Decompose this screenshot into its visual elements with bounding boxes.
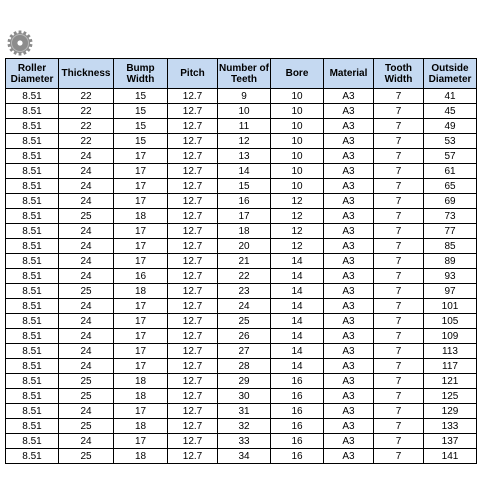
table-cell: 7: [374, 344, 424, 359]
table-row: [6, 344, 477, 359]
gear-icon: [6, 29, 34, 57]
table-cell: 7: [374, 269, 424, 284]
table-cell: 12.7: [168, 239, 218, 254]
table-cell: 25: [59, 209, 114, 224]
table-cell: 73: [424, 209, 477, 224]
table-cell: 15: [114, 89, 168, 104]
table-cell: 69: [424, 194, 477, 209]
column-header: Material: [324, 59, 374, 89]
table-cell: 8.51: [6, 89, 59, 104]
table-cell: 24: [59, 194, 114, 209]
table-cell: 25: [59, 374, 114, 389]
table-cell: 14: [271, 269, 324, 284]
table-cell: 24: [59, 359, 114, 374]
table-cell: A3: [324, 254, 374, 269]
table-cell: A3: [324, 314, 374, 329]
column-header: Bump Width: [114, 59, 168, 89]
table-cell: A3: [324, 389, 374, 404]
table-cell: 16: [271, 374, 324, 389]
table-cell: 9: [218, 89, 271, 104]
table-cell: 12.7: [168, 194, 218, 209]
table-cell: 24: [59, 434, 114, 449]
table-cell: 8.51: [6, 359, 59, 374]
table-cell: 14: [271, 329, 324, 344]
table-cell: A3: [324, 89, 374, 104]
table-header-row: [6, 59, 477, 89]
table-cell: 45: [424, 104, 477, 119]
table-cell: 11: [218, 119, 271, 134]
table-cell: 8.51: [6, 104, 59, 119]
table-cell: 8.51: [6, 419, 59, 434]
table-cell: 53: [424, 134, 477, 149]
table-cell: 21: [218, 254, 271, 269]
table-cell: 24: [59, 314, 114, 329]
table-cell: 7: [374, 179, 424, 194]
table-cell: 12.7: [168, 119, 218, 134]
table-cell: 22: [59, 134, 114, 149]
table-cell: 125: [424, 389, 477, 404]
table-cell: 10: [271, 179, 324, 194]
table-cell: 12.7: [168, 449, 218, 464]
column-header: Outside Diameter: [424, 59, 477, 89]
table-cell: 12.7: [168, 149, 218, 164]
table-row: [6, 269, 477, 284]
table-row: [6, 254, 477, 269]
table-cell: 12.7: [168, 359, 218, 374]
table-cell: 12: [271, 194, 324, 209]
table-cell: 8.51: [6, 119, 59, 134]
table-cell: 34: [218, 449, 271, 464]
table-cell: 12.7: [168, 314, 218, 329]
table-cell: 24: [59, 269, 114, 284]
table-cell: 85: [424, 239, 477, 254]
table-cell: 17: [114, 299, 168, 314]
table-cell: 25: [59, 449, 114, 464]
table-cell: 25: [59, 419, 114, 434]
table-cell: 8.51: [6, 179, 59, 194]
table-cell: 12.7: [168, 134, 218, 149]
table-cell: 7: [374, 404, 424, 419]
table-cell: 24: [218, 299, 271, 314]
table-cell: A3: [324, 149, 374, 164]
table-cell: 18: [114, 419, 168, 434]
table-cell: 17: [114, 329, 168, 344]
table-cell: 24: [59, 329, 114, 344]
table-cell: 10: [271, 104, 324, 119]
table-cell: 16: [114, 269, 168, 284]
table-cell: 25: [218, 314, 271, 329]
table-cell: 77: [424, 224, 477, 239]
table-cell: 15: [114, 119, 168, 134]
table-cell: 12.7: [168, 299, 218, 314]
table-cell: 17: [114, 359, 168, 374]
table-cell: 7: [374, 329, 424, 344]
table-row: [6, 284, 477, 299]
table-cell: 93: [424, 269, 477, 284]
table-cell: 17: [114, 314, 168, 329]
table-row: [6, 329, 477, 344]
table-row: [6, 299, 477, 314]
table-cell: 17: [114, 254, 168, 269]
table-cell: 8.51: [6, 299, 59, 314]
table-cell: A3: [324, 344, 374, 359]
table-cell: 7: [374, 194, 424, 209]
table-cell: 14: [271, 254, 324, 269]
table-cell: 7: [374, 104, 424, 119]
table-cell: 17: [114, 239, 168, 254]
table-cell: A3: [324, 419, 374, 434]
table-cell: 7: [374, 449, 424, 464]
table-cell: 16: [271, 389, 324, 404]
table-cell: 10: [271, 149, 324, 164]
table-cell: 7: [374, 149, 424, 164]
table-cell: 12.7: [168, 179, 218, 194]
table-cell: 8.51: [6, 389, 59, 404]
table-cell: 7: [374, 284, 424, 299]
table-cell: 57: [424, 149, 477, 164]
table-cell: A3: [324, 434, 374, 449]
table-cell: 12: [271, 209, 324, 224]
table-cell: 8.51: [6, 209, 59, 224]
table-cell: A3: [324, 224, 374, 239]
table-cell: 41: [424, 89, 477, 104]
table-cell: 113: [424, 344, 477, 359]
table-cell: 141: [424, 449, 477, 464]
table-cell: 97: [424, 284, 477, 299]
table-cell: 7: [374, 134, 424, 149]
table-cell: 7: [374, 389, 424, 404]
table-cell: 7: [374, 254, 424, 269]
table-cell: 22: [59, 119, 114, 134]
table-row: [6, 374, 477, 389]
table-cell: 121: [424, 374, 477, 389]
table-cell: 7: [374, 314, 424, 329]
table-cell: 20: [218, 239, 271, 254]
table-cell: 12.7: [168, 104, 218, 119]
table-cell: 24: [59, 224, 114, 239]
table-cell: A3: [324, 404, 374, 419]
table-cell: 8.51: [6, 239, 59, 254]
table-cell: 12.7: [168, 254, 218, 269]
table-cell: 12.7: [168, 344, 218, 359]
table-cell: 17: [114, 194, 168, 209]
table-row: [6, 419, 477, 434]
table-cell: 61: [424, 164, 477, 179]
table-cell: 33: [218, 434, 271, 449]
table-cell: A3: [324, 179, 374, 194]
table-cell: 109: [424, 329, 477, 344]
table-cell: 14: [218, 164, 271, 179]
table-cell: 7: [374, 164, 424, 179]
table-cell: 18: [114, 389, 168, 404]
table-cell: 12.7: [168, 434, 218, 449]
table-cell: 17: [114, 344, 168, 359]
table-cell: 25: [59, 284, 114, 299]
table-cell: 7: [374, 299, 424, 314]
table-cell: 10: [218, 104, 271, 119]
table-cell: 8.51: [6, 224, 59, 239]
table-cell: 31: [218, 404, 271, 419]
table-cell: 12: [271, 239, 324, 254]
table-row: [6, 224, 477, 239]
table-cell: A3: [324, 449, 374, 464]
table-row: [6, 314, 477, 329]
table-cell: 8.51: [6, 269, 59, 284]
table-cell: 7: [374, 239, 424, 254]
table-cell: 24: [59, 164, 114, 179]
table-cell: 16: [271, 434, 324, 449]
table-cell: 12.7: [168, 374, 218, 389]
table-row: [6, 209, 477, 224]
table-cell: 13: [218, 149, 271, 164]
table-cell: A3: [324, 329, 374, 344]
table-cell: 14: [271, 314, 324, 329]
table-cell: 10: [271, 119, 324, 134]
table-cell: 17: [114, 224, 168, 239]
table-cell: 15: [218, 179, 271, 194]
table-cell: 7: [374, 434, 424, 449]
table-cell: 8.51: [6, 194, 59, 209]
table-row: [6, 239, 477, 254]
table-cell: 12.7: [168, 89, 218, 104]
table-cell: 8.51: [6, 344, 59, 359]
table-cell: 8.51: [6, 449, 59, 464]
table-cell: 18: [114, 284, 168, 299]
table-cell: 7: [374, 374, 424, 389]
table-row: [6, 434, 477, 449]
table-cell: A3: [324, 194, 374, 209]
table-cell: 8.51: [6, 284, 59, 299]
table-cell: 7: [374, 419, 424, 434]
table-row: [6, 119, 477, 134]
table-cell: 12.7: [168, 284, 218, 299]
table-row: [6, 359, 477, 374]
table-cell: 8.51: [6, 434, 59, 449]
column-header: Roller Diameter: [6, 59, 59, 89]
table-cell: 12.7: [168, 164, 218, 179]
table-cell: 15: [114, 134, 168, 149]
table-cell: 12.7: [168, 389, 218, 404]
table-cell: 129: [424, 404, 477, 419]
table-cell: A3: [324, 359, 374, 374]
table-cell: 65: [424, 179, 477, 194]
table-cell: 18: [114, 374, 168, 389]
table-row: [6, 89, 477, 104]
table-cell: 7: [374, 89, 424, 104]
table-cell: 24: [59, 254, 114, 269]
table-cell: 12.7: [168, 209, 218, 224]
column-header: Thickness: [59, 59, 114, 89]
table-cell: 8.51: [6, 164, 59, 179]
table-cell: 24: [59, 149, 114, 164]
table-cell: 14: [271, 359, 324, 374]
table-cell: 27: [218, 344, 271, 359]
table-cell: 17: [114, 164, 168, 179]
table-cell: 49: [424, 119, 477, 134]
table-cell: 8.51: [6, 404, 59, 419]
sprocket-spec-table: [5, 58, 477, 464]
table-cell: 14: [271, 344, 324, 359]
table-row: [6, 149, 477, 164]
table-cell: 24: [59, 179, 114, 194]
column-header: Pitch: [168, 59, 218, 89]
table-row: [6, 389, 477, 404]
table-cell: 22: [59, 89, 114, 104]
table-cell: 26: [218, 329, 271, 344]
table-cell: 25: [59, 389, 114, 404]
table-cell: 32: [218, 419, 271, 434]
column-header: Tooth Width: [374, 59, 424, 89]
table-cell: 12: [271, 224, 324, 239]
table-cell: 12.7: [168, 269, 218, 284]
table-cell: 15: [114, 104, 168, 119]
table-cell: A3: [324, 164, 374, 179]
table-cell: 7: [374, 224, 424, 239]
table-row: [6, 404, 477, 419]
table-cell: 23: [218, 284, 271, 299]
table-cell: A3: [324, 374, 374, 389]
table-cell: 29: [218, 374, 271, 389]
table-cell: 24: [59, 344, 114, 359]
table-cell: 28: [218, 359, 271, 374]
table-cell: 24: [59, 239, 114, 254]
table-cell: 8.51: [6, 329, 59, 344]
table-cell: A3: [324, 209, 374, 224]
table-cell: 12.7: [168, 404, 218, 419]
table-cell: 101: [424, 299, 477, 314]
table-cell: 10: [271, 89, 324, 104]
table-cell: 7: [374, 209, 424, 224]
table-cell: A3: [324, 119, 374, 134]
table-cell: 7: [374, 119, 424, 134]
table-cell: 14: [271, 299, 324, 314]
column-header: Number of Teeth: [218, 59, 271, 89]
table-cell: 105: [424, 314, 477, 329]
table-row: [6, 449, 477, 464]
table-cell: 30: [218, 389, 271, 404]
table-cell: 14: [271, 284, 324, 299]
table-cell: 22: [218, 269, 271, 284]
table-row: [6, 104, 477, 119]
table-cell: 18: [218, 224, 271, 239]
table-cell: 17: [114, 404, 168, 419]
table-cell: 22: [59, 104, 114, 119]
table-cell: 8.51: [6, 254, 59, 269]
table-cell: 24: [59, 299, 114, 314]
table-cell: 18: [114, 449, 168, 464]
table-cell: A3: [324, 239, 374, 254]
table-cell: 137: [424, 434, 477, 449]
table-cell: 12: [218, 134, 271, 149]
table-cell: 17: [114, 434, 168, 449]
table-cell: 8.51: [6, 314, 59, 329]
column-header: Bore: [271, 59, 324, 89]
table-cell: 17: [218, 209, 271, 224]
table-cell: 89: [424, 254, 477, 269]
table-cell: A3: [324, 284, 374, 299]
table-cell: 8.51: [6, 149, 59, 164]
table-cell: A3: [324, 104, 374, 119]
table-cell: 16: [218, 194, 271, 209]
table-cell: 7: [374, 359, 424, 374]
table-cell: A3: [324, 299, 374, 314]
table-cell: 16: [271, 404, 324, 419]
table-cell: 16: [271, 419, 324, 434]
table-cell: 12.7: [168, 329, 218, 344]
table-row: [6, 179, 477, 194]
table-cell: A3: [324, 269, 374, 284]
table-cell: 16: [271, 449, 324, 464]
table-cell: A3: [324, 134, 374, 149]
table-row: [6, 134, 477, 149]
table-cell: 17: [114, 149, 168, 164]
table-cell: 17: [114, 179, 168, 194]
table-cell: 12.7: [168, 224, 218, 239]
table-cell: 10: [271, 134, 324, 149]
table-cell: 8.51: [6, 134, 59, 149]
table-cell: 12.7: [168, 419, 218, 434]
table-cell: 10: [271, 164, 324, 179]
table-cell: 8.51: [6, 374, 59, 389]
table-cell: 24: [59, 404, 114, 419]
table-row: [6, 194, 477, 209]
table-row: [6, 164, 477, 179]
table-cell: 18: [114, 209, 168, 224]
table-cell: 133: [424, 419, 477, 434]
table-cell: 117: [424, 359, 477, 374]
